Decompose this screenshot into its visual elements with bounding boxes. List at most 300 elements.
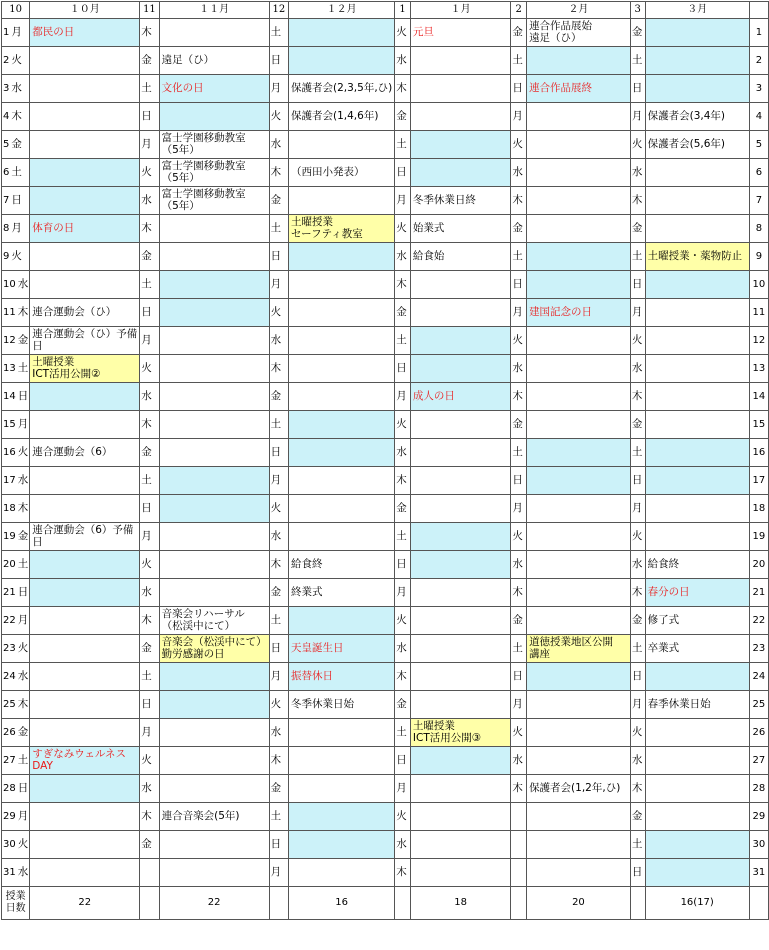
month-number: 1 <box>395 2 411 19</box>
event-cell <box>410 299 511 327</box>
weekday-label: 木 <box>17 305 29 318</box>
event-text: （5年） <box>161 143 200 156</box>
day-row <box>2 103 769 131</box>
event-cell <box>410 495 511 523</box>
weekday-cell <box>511 859 527 887</box>
event-text: 連合運動会（ひ）予備 <box>32 328 138 340</box>
event-text: 保護者会(3,4年) <box>647 109 725 122</box>
weekday-label: 土 <box>17 753 29 766</box>
event-cell <box>527 467 631 495</box>
day-row <box>2 131 769 159</box>
event-cell <box>159 383 269 411</box>
weekday-label: 金 <box>11 137 22 150</box>
weekday-label: 金 <box>17 333 29 346</box>
weekday-cell: 金 <box>630 803 645 831</box>
event-text: DAY <box>32 759 53 772</box>
day-number: 2 <box>3 54 10 66</box>
event-text: 富士学園移動教室 <box>161 160 246 172</box>
event-text: 体育の日 <box>32 221 75 234</box>
event-cell <box>410 635 511 663</box>
month-label: １１月 <box>159 2 269 19</box>
weekday-cell: 水 <box>140 579 159 607</box>
event-cell <box>645 551 749 579</box>
date-cell <box>2 299 30 327</box>
weekday-cell: 水 <box>630 355 645 383</box>
event-cell <box>159 355 269 383</box>
event-cell <box>645 411 749 439</box>
day-row <box>2 859 769 887</box>
event-cell <box>289 719 395 747</box>
day-number-right: 15 <box>749 411 768 439</box>
weekday-cell: 火 <box>269 299 288 327</box>
event-text: （5年） <box>161 199 200 212</box>
event-cell <box>289 831 395 859</box>
weekday-cell: 火 <box>511 131 527 159</box>
date-cell <box>2 635 30 663</box>
day-number-right: 9 <box>749 243 768 271</box>
event-cell <box>159 635 269 663</box>
day-row <box>2 383 769 411</box>
day-number-right: 18 <box>749 495 768 523</box>
weekday-cell: 金 <box>630 411 645 439</box>
day-row <box>2 607 769 635</box>
weekday-cell: 火 <box>140 159 159 187</box>
weekday-label: 木 <box>17 501 29 514</box>
day-number-right: 25 <box>749 691 768 719</box>
event-text: 修了式 <box>647 613 680 626</box>
event-cell <box>159 243 269 271</box>
day-row <box>2 439 769 467</box>
event-cell <box>289 411 395 439</box>
weekday-cell <box>140 859 159 887</box>
event-cell <box>645 19 749 47</box>
event-cell <box>30 719 140 747</box>
weekday-cell: 金 <box>140 831 159 859</box>
event-text: 終業式 <box>291 585 323 598</box>
event-cell <box>527 691 631 719</box>
event-cell <box>410 523 511 551</box>
event-cell <box>159 523 269 551</box>
day-number: 26 <box>3 726 16 738</box>
weekday-cell: 土 <box>511 47 527 75</box>
event-cell <box>645 747 749 775</box>
event-text: 富士学園移動教室 <box>161 132 246 144</box>
event-cell <box>30 215 140 243</box>
event-cell <box>527 859 631 887</box>
day-number-right: 23 <box>749 635 768 663</box>
weekday-cell: 木 <box>140 803 159 831</box>
weekday-cell: 金 <box>140 439 159 467</box>
event-cell <box>410 243 511 271</box>
day-number: 8 <box>3 222 10 234</box>
event-cell <box>410 551 511 579</box>
weekday-cell: 日 <box>395 355 411 383</box>
day-number: 18 <box>3 502 16 514</box>
event-cell <box>289 439 395 467</box>
day-row <box>2 523 769 551</box>
school-calendar-table <box>1 1 769 920</box>
day-number: 25 <box>3 698 16 710</box>
weekday-cell: 土 <box>630 243 645 271</box>
weekday-cell: 月 <box>630 299 645 327</box>
event-cell <box>159 747 269 775</box>
weekday-cell: 火 <box>269 495 288 523</box>
day-row <box>2 327 769 355</box>
date-cell <box>2 495 30 523</box>
day-row <box>2 243 769 271</box>
day-number-right: 11 <box>749 299 768 327</box>
day-number-right: 26 <box>749 719 768 747</box>
event-cell <box>645 775 749 803</box>
event-cell <box>410 663 511 691</box>
event-cell <box>527 159 631 187</box>
weekday-cell: 金 <box>269 187 288 215</box>
weekday-cell: 金 <box>511 607 527 635</box>
weekday-label: 土 <box>17 361 29 374</box>
event-cell <box>159 859 269 887</box>
event-text: 冬季休業日終 <box>412 193 476 206</box>
date-cell <box>2 47 30 75</box>
weekday-cell: 金 <box>140 635 159 663</box>
event-cell <box>289 523 395 551</box>
event-cell <box>159 19 269 47</box>
weekday-cell: 水 <box>511 747 527 775</box>
event-cell <box>410 271 511 299</box>
weekday-cell: 月 <box>395 383 411 411</box>
weekday-cell: 土 <box>511 635 527 663</box>
weekday-cell: 月 <box>140 523 159 551</box>
weekday-cell <box>511 831 527 859</box>
day-row <box>2 663 769 691</box>
event-cell <box>289 215 395 243</box>
weekday-cell: 水 <box>630 159 645 187</box>
date-cell <box>2 831 30 859</box>
event-cell <box>645 439 749 467</box>
event-cell <box>410 467 511 495</box>
day-number: 22 <box>3 614 16 626</box>
event-text: 天皇誕生日 <box>291 641 344 654</box>
event-cell <box>645 271 749 299</box>
school-days-count: 16 <box>289 887 395 920</box>
weekday-cell: 木 <box>511 383 527 411</box>
date-cell <box>2 75 30 103</box>
event-cell <box>645 719 749 747</box>
month-label: １０月 <box>30 2 140 19</box>
weekday-cell: 日 <box>511 75 527 103</box>
event-cell <box>527 635 631 663</box>
weekday-cell: 月 <box>395 187 411 215</box>
day-row <box>2 75 769 103</box>
weekday-cell: 月 <box>269 75 288 103</box>
day-number-right: 10 <box>749 271 768 299</box>
day-number-right: 7 <box>749 187 768 215</box>
date-cell <box>2 523 30 551</box>
day-number: 10 <box>3 278 16 290</box>
date-cell <box>2 215 30 243</box>
event-cell <box>159 831 269 859</box>
weekday-cell: 水 <box>511 355 527 383</box>
event-text: 保護者会(1,4,6年) <box>291 109 379 122</box>
day-row <box>2 299 769 327</box>
weekday-cell: 月 <box>140 719 159 747</box>
event-cell <box>527 299 631 327</box>
weekday-cell: 火 <box>630 131 645 159</box>
event-cell <box>30 523 140 551</box>
event-cell <box>527 523 631 551</box>
event-cell <box>159 551 269 579</box>
day-row <box>2 411 769 439</box>
event-cell <box>159 159 269 187</box>
event-text: 日 <box>32 339 43 352</box>
event-cell <box>159 299 269 327</box>
weekday-label: 日 <box>17 389 29 402</box>
weekday-cell: 日 <box>269 243 288 271</box>
weekday-cell: 日 <box>140 103 159 131</box>
event-cell <box>159 607 269 635</box>
event-cell <box>527 355 631 383</box>
event-cell <box>527 719 631 747</box>
weekday-cell: 金 <box>269 775 288 803</box>
weekday-cell: 土 <box>140 271 159 299</box>
day-row <box>2 635 769 663</box>
event-cell <box>289 19 395 47</box>
weekday-cell: 日 <box>395 159 411 187</box>
school-days-count: 22 <box>30 887 140 920</box>
school-days-count: 22 <box>159 887 269 920</box>
event-cell <box>527 551 631 579</box>
event-cell <box>289 355 395 383</box>
event-cell <box>159 663 269 691</box>
weekday-cell: 土 <box>630 47 645 75</box>
month-number: 11 <box>140 2 159 19</box>
event-cell <box>30 551 140 579</box>
event-cell <box>289 803 395 831</box>
event-cell <box>527 495 631 523</box>
weekday-cell: 水 <box>395 831 411 859</box>
event-text: すぎなみウェルネス <box>32 748 126 760</box>
day-number: 16 <box>3 446 16 458</box>
weekday-cell: 日 <box>269 831 288 859</box>
event-cell <box>527 411 631 439</box>
event-cell <box>289 131 395 159</box>
event-cell <box>410 159 511 187</box>
weekday-cell: 水 <box>395 243 411 271</box>
event-cell <box>30 803 140 831</box>
weekday-cell <box>511 803 527 831</box>
day-row <box>2 831 769 859</box>
weekday-label: 水 <box>17 473 29 486</box>
event-cell <box>645 859 749 887</box>
event-text: 土曜授業 <box>32 356 75 368</box>
event-text: 連合作品展終 <box>529 81 593 94</box>
weekday-cell: 日 <box>511 663 527 691</box>
event-cell <box>527 75 631 103</box>
event-cell <box>289 691 395 719</box>
weekday-cell: 木 <box>269 355 288 383</box>
day-number: 13 <box>3 362 16 374</box>
event-cell <box>410 831 511 859</box>
event-cell <box>30 187 140 215</box>
event-cell <box>410 775 511 803</box>
weekday-cell: 日 <box>140 495 159 523</box>
weekday-cell: 金 <box>140 243 159 271</box>
event-text: 講座 <box>529 647 551 660</box>
event-cell <box>527 243 631 271</box>
weekday-label: 日 <box>17 781 29 794</box>
event-cell <box>410 411 511 439</box>
event-cell <box>645 467 749 495</box>
day-row <box>2 355 769 383</box>
weekday-cell: 土 <box>140 75 159 103</box>
day-row <box>2 775 769 803</box>
event-cell <box>645 327 749 355</box>
event-text: 春季休業日始 <box>647 697 711 710</box>
event-cell <box>30 271 140 299</box>
event-text: 建国記念の日 <box>529 305 593 318</box>
weekday-cell: 日 <box>630 75 645 103</box>
weekday-cell: 月 <box>395 579 411 607</box>
day-number: 15 <box>3 418 16 430</box>
day-row <box>2 159 769 187</box>
weekday-cell: 火 <box>140 355 159 383</box>
event-cell <box>30 439 140 467</box>
event-cell <box>410 383 511 411</box>
weekday-cell: 土 <box>630 635 645 663</box>
event-cell <box>645 243 749 271</box>
weekday-cell: 木 <box>630 187 645 215</box>
event-cell <box>527 663 631 691</box>
day-number: 27 <box>3 754 16 766</box>
event-cell <box>645 355 749 383</box>
day-number: 9 <box>3 250 10 262</box>
event-text: 勤労感謝の日 <box>161 647 225 660</box>
weekday-cell: 水 <box>269 327 288 355</box>
day-number: 19 <box>3 530 16 542</box>
day-row <box>2 579 769 607</box>
school-days-count: 18 <box>410 887 511 920</box>
event-cell <box>289 747 395 775</box>
day-number-right: 13 <box>749 355 768 383</box>
weekday-cell: 水 <box>511 551 527 579</box>
day-row <box>2 803 769 831</box>
day-number-right: 22 <box>749 607 768 635</box>
weekday-label: 火 <box>17 837 29 850</box>
weekday-label: 火 <box>17 445 29 458</box>
day-number: 4 <box>3 110 10 122</box>
event-cell <box>159 467 269 495</box>
event-cell <box>289 775 395 803</box>
event-cell <box>159 803 269 831</box>
weekday-cell: 水 <box>140 775 159 803</box>
event-text: 日 <box>32 535 43 548</box>
footer-blank <box>269 887 288 920</box>
weekday-cell: 日 <box>395 551 411 579</box>
weekday-label: 土 <box>11 165 22 178</box>
school-days-count: 16(17) <box>645 887 749 920</box>
weekday-cell: 木 <box>269 159 288 187</box>
calendar-body <box>2 2 769 887</box>
event-cell <box>410 355 511 383</box>
weekday-cell: 日 <box>140 299 159 327</box>
event-cell <box>410 803 511 831</box>
event-cell <box>289 663 395 691</box>
event-cell <box>30 691 140 719</box>
event-text: 給食終 <box>647 557 680 570</box>
weekday-label: 金 <box>17 529 29 542</box>
event-cell <box>645 215 749 243</box>
weekday-cell: 土 <box>140 467 159 495</box>
event-cell <box>410 747 511 775</box>
weekday-cell: 金 <box>269 383 288 411</box>
event-cell <box>30 47 140 75</box>
weekday-cell: 木 <box>511 775 527 803</box>
event-cell <box>159 75 269 103</box>
day-row <box>2 271 769 299</box>
day-number-right: 16 <box>749 439 768 467</box>
weekday-cell: 水 <box>140 383 159 411</box>
month-label: １月 <box>410 2 511 19</box>
event-cell <box>289 383 395 411</box>
date-cell <box>2 243 30 271</box>
event-cell <box>527 103 631 131</box>
event-text: セーフティ教室 <box>291 227 363 240</box>
event-text: 振替休日 <box>291 669 334 682</box>
event-cell <box>30 131 140 159</box>
header-blank <box>749 2 768 19</box>
school-days-label: 授業日数 <box>2 887 30 920</box>
event-cell <box>30 159 140 187</box>
weekday-cell: 水 <box>269 131 288 159</box>
weekday-cell: 土 <box>395 523 411 551</box>
date-cell <box>2 439 30 467</box>
event-cell <box>30 579 140 607</box>
weekday-cell: 金 <box>395 299 411 327</box>
event-cell <box>159 719 269 747</box>
weekday-cell: 火 <box>395 19 411 47</box>
weekday-cell: 月 <box>395 775 411 803</box>
event-cell <box>289 327 395 355</box>
weekday-cell: 土 <box>269 803 288 831</box>
weekday-cell: 月 <box>511 691 527 719</box>
day-number: 7 <box>3 194 10 206</box>
date-cell <box>2 187 30 215</box>
weekday-cell: 火 <box>630 523 645 551</box>
header-row <box>2 2 769 19</box>
event-text: 富士学園移動教室 <box>161 188 246 200</box>
weekday-cell: 日 <box>269 439 288 467</box>
weekday-cell: 土 <box>511 439 527 467</box>
day-row <box>2 47 769 75</box>
event-text: 連合作品展始 <box>529 20 593 32</box>
weekday-cell: 火 <box>140 747 159 775</box>
day-row <box>2 495 769 523</box>
weekday-cell: 月 <box>269 663 288 691</box>
weekday-cell: 月 <box>140 327 159 355</box>
weekday-label: 木 <box>11 109 22 122</box>
weekday-cell: 木 <box>269 747 288 775</box>
date-cell <box>2 327 30 355</box>
weekday-cell: 木 <box>630 383 645 411</box>
event-cell <box>645 159 749 187</box>
date-cell <box>2 159 30 187</box>
weekday-label: 火 <box>11 249 22 262</box>
date-cell <box>2 411 30 439</box>
event-cell <box>159 215 269 243</box>
weekday-cell: 火 <box>269 691 288 719</box>
weekday-cell: 火 <box>395 607 411 635</box>
event-text: （西田小発表） <box>291 165 365 178</box>
event-cell <box>289 579 395 607</box>
